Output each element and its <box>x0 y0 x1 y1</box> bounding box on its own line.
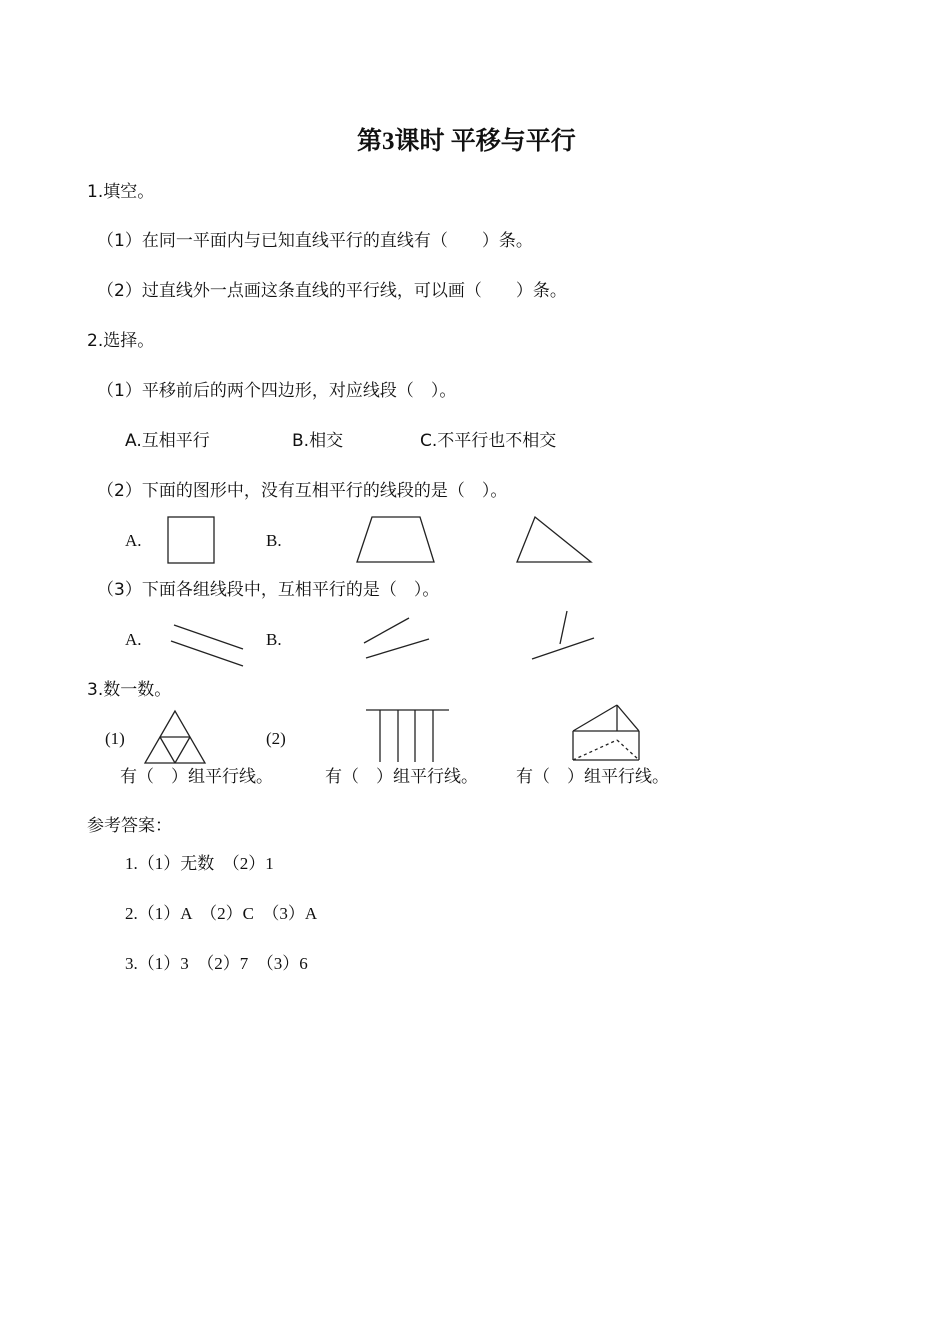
parallel-segments-figure <box>160 610 260 680</box>
q2-sub3-label-b: B. <box>266 630 282 649</box>
q1-heading: 1.填空。 <box>87 182 155 202</box>
vertical-lines-figure <box>360 700 460 770</box>
q3-heading: 3.数一数。 <box>87 680 172 700</box>
page-title: 第3课时 平移与平行 <box>357 128 576 155</box>
q3-label-2: (2) <box>266 729 286 748</box>
answer-line-3: 3.（1）3 （2）7 （3）6 <box>125 954 308 973</box>
q2-sub1-option-c: C.不平行也不相交 <box>420 431 557 451</box>
q2-sub1-option-a: A.互相平行 <box>125 431 210 451</box>
intersecting-segments-figure <box>525 605 605 675</box>
q2-heading: 2.选择。 <box>87 331 155 351</box>
triangle-figure <box>510 510 610 570</box>
q2-sub1-option-b: B.相交 <box>292 431 344 451</box>
q2-sub3-label-a: A. <box>125 630 142 649</box>
q1-item-1: （1）在同一平面内与已知直线平行的直线有（ ）条。 <box>97 231 533 251</box>
q3-answer-1: 有（ ）组平行线。 <box>120 767 273 787</box>
q3-label-1: (1) <box>105 729 125 748</box>
prism-figure <box>565 695 650 770</box>
square-figure <box>160 510 230 570</box>
q2-sub2-label-a: A. <box>125 531 142 550</box>
answer-line-1: 1.（1）无数 （2）1 <box>125 854 274 873</box>
q3-answer-2: 有（ ）组平行线。 <box>325 767 478 787</box>
q2-sub1-question: （1）平移前后的两个四边形，对应线段（ ）。 <box>97 381 457 401</box>
q2-sub2-label-b: B. <box>266 531 282 550</box>
trapezoid-figure <box>350 510 450 570</box>
answers-heading: 参考答案： <box>87 816 172 836</box>
q2-sub3-question: （3）下面各组线段中，互相平行的是（ ）。 <box>97 580 440 600</box>
answer-line-2: 2.（1）A （2）C （3）A <box>125 904 318 923</box>
q1-item-2: （2）过直线外一点画这条直线的平行线，可以画（ ）条。 <box>97 281 567 301</box>
q3-answer-3: 有（ ）组平行线。 <box>516 767 669 787</box>
q2-sub2-question: （2）下面的图形中，没有互相平行的线段的是（ ）。 <box>97 481 508 501</box>
triangle-grid-figure <box>135 700 215 770</box>
nonparallel-segments-figure <box>355 610 445 680</box>
